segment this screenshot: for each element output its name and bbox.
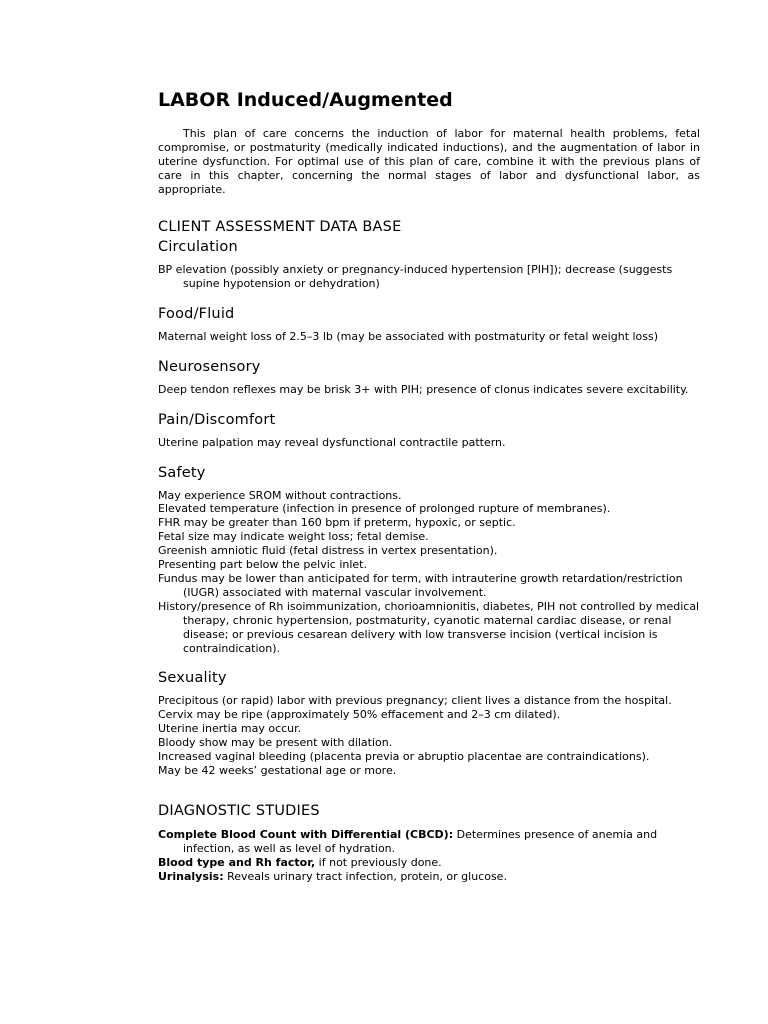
intro-paragraph: This plan of care concerns the induction of labor for maternal health problems, fetal compromise, or postmaturity (medically indicated inductions), and the augmentation of labor in uterine dysfunction. For optimal use of this plan of care, combine it with the previous plans of care in this chapter, concerning the normal stages of labor and dysfunctional labor, as appropriate.	[158, 127, 700, 196]
assessment-item: Presenting part below the pelvic inlet.	[158, 558, 367, 572]
diagnostic-term: Complete Blood Count with Differential (CBCD):	[158, 827, 454, 841]
assessment-item: Cervix may be ripe (approximately 50% effacement and 2–3 cm dilated).	[158, 708, 561, 722]
assessment-item-list	[158, 436, 700, 450]
assessment-item: Fetal size may indicate weight loss; fetal demise.	[158, 530, 429, 544]
diagnostic-text: Reveals urinary tract infection, protein, or glucose.	[223, 869, 507, 883]
document-title: LABOR Induced/Augmented	[158, 89, 453, 111]
assessment-item: Elevated temperature (infection in presence of prolonged rupture of membranes).	[158, 502, 611, 516]
diagnostics-heading: DIAGNOSTIC STUDIES	[158, 802, 320, 819]
assessment-item: Maternal weight loss of 2.5–3 lb (may be associated with postmaturity or fetal weight loss)	[158, 329, 659, 343]
diagnostic-term: Urinalysis:	[158, 869, 224, 883]
assessment-item: History/presence of Rh isoimmunization, chorioamnionitis, diabetes, PIH not controlled by medical therapy, chronic hypertension, postmaturity, cyanotic maternal cardiac disease, or renal disease; or previous cesarean delivery with low transverse incision (vertical incision is contraindication).	[158, 599, 700, 655]
assessment-item: Uterine inertia may occur.	[158, 722, 302, 736]
assessment-subheading: Food/Fluid	[158, 305, 235, 322]
assessment-item: Deep tendon reflexes may be brisk 3+ with PIH; presence of clonus indicates severe excitability.	[158, 382, 689, 396]
assessment-item: May be 42 weeks’ gestational age or more.	[158, 763, 397, 777]
diagnostic-list	[158, 828, 700, 884]
diagnostic-term: Blood type and Rh factor,	[158, 855, 316, 869]
document-page	[158, 88, 700, 883]
assessment-sections	[158, 238, 700, 778]
diagnostic-text: if not previously done.	[315, 855, 442, 869]
assessment-item-list	[158, 489, 700, 656]
assessment-subheading: Pain/Discomfort	[158, 411, 276, 428]
assessment-item: Increased vaginal bleeding (placenta previa or abruptio placentae are contraindications).	[158, 750, 650, 764]
assessment-item-list	[158, 330, 700, 344]
assessment-item: Precipitous (or rapid) labor with previous pregnancy; client lives a distance from the hospital.	[158, 694, 672, 708]
assessment-item: Uterine palpation may reveal dysfunctional contractile pattern.	[158, 435, 506, 449]
assessment-item: FHR may be greater than 160 bpm if preterm, hypoxic, or septic.	[158, 516, 516, 530]
assessment-subheading: Sexuality	[158, 670, 227, 687]
assessment-subheading: Safety	[158, 464, 206, 481]
assessment-item-list	[158, 383, 700, 397]
assessment-item: May experience SROM without contractions.	[158, 488, 402, 502]
assessment-heading: CLIENT ASSESSMENT DATA BASE	[158, 219, 402, 235]
assessment-item-list	[158, 263, 700, 291]
diagnostic-text: Determines presence of anemia and infection, as well as level of hydration.	[183, 827, 658, 855]
assessment-subheading: Circulation	[158, 239, 238, 255]
assessment-item: Greenish amniotic fluid (fetal distress in vertex presentation).	[158, 544, 498, 558]
assessment-item: Fundus may be lower than anticipated for term, with intrauterine growth retardation/restriction (IUGR) associated with maternal vascular involvement.	[158, 571, 683, 599]
assessment-item-list	[158, 694, 700, 777]
diagnostic-item	[158, 856, 700, 870]
diagnostic-item	[158, 828, 700, 856]
diagnostic-item	[158, 870, 700, 884]
assessment-item: BP elevation (possibly anxiety or pregnancy-induced hypertension [PIH]); decrease (suggests supine hypotension or dehydration)	[158, 263, 673, 290]
assessment-item: Bloody show may be present with dilation.	[158, 736, 393, 750]
assessment-subheading: Neurosensory	[158, 358, 261, 375]
